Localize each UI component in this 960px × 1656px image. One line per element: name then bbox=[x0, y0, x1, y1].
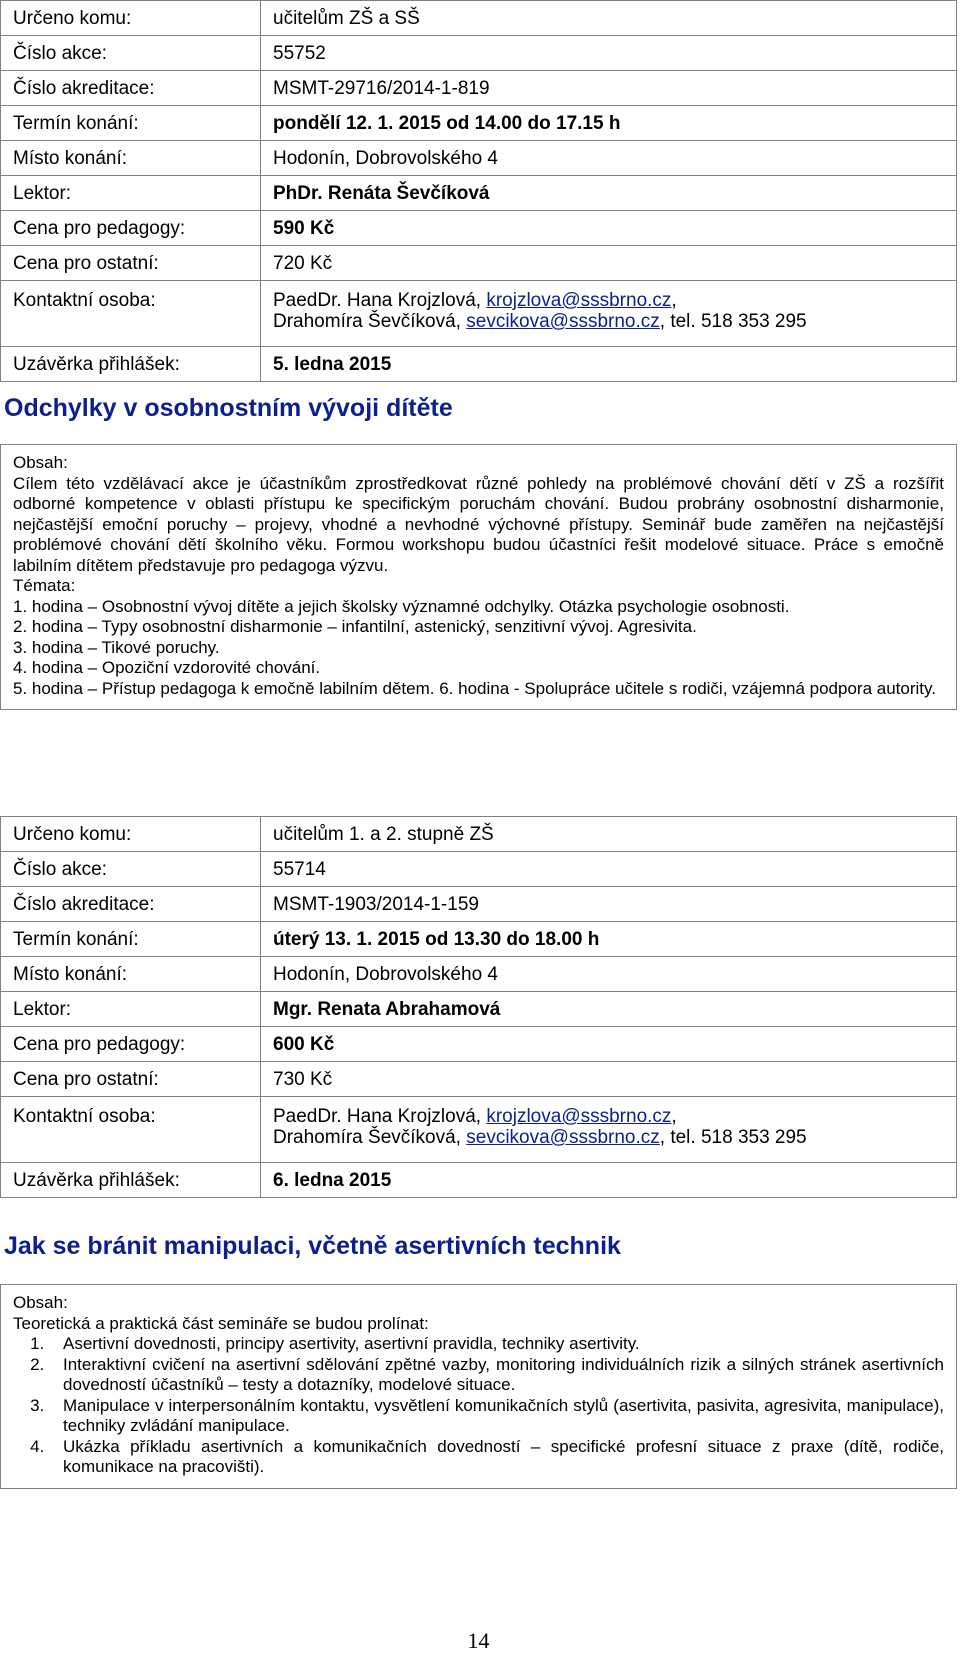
info-row bbox=[1, 817, 957, 852]
info-row bbox=[1, 887, 957, 922]
contact-name: PaedDr. Hana Krojzlová, bbox=[273, 1106, 487, 1127]
course1-title: Odchylky v osobnostním vývoji dítěte bbox=[4, 394, 453, 422]
list-item: 4. Ukázka příkladu asertivních a komunikačních dovedností – specifické profesní situace z praxe (dítě, rodiče, komunikace na pracovišti). bbox=[49, 1437, 944, 1478]
info-row bbox=[1, 141, 957, 176]
info-value: 600 Kč bbox=[261, 1027, 957, 1062]
info-label: Cena pro pedagogy: bbox=[1, 211, 261, 246]
info-row bbox=[1, 211, 957, 246]
info-row bbox=[1, 106, 957, 141]
info-value: 720 Kč bbox=[261, 246, 957, 281]
contact-row bbox=[1, 281, 957, 347]
info-value: učitelům ZŠ a SŠ bbox=[261, 1, 957, 36]
topic-item: 2. hodina – Typy osobnostní disharmonie – infantilní, astenický, senzitivní vývoj. Agresivita. bbox=[13, 617, 697, 636]
content-list bbox=[13, 1334, 944, 1478]
info-label: Termín konání: bbox=[1, 106, 261, 141]
info-row bbox=[1, 71, 957, 106]
info-label: Cena pro pedagogy: bbox=[1, 1027, 261, 1062]
temata-label: Témata: bbox=[13, 576, 76, 595]
info-label: Určeno komu: bbox=[1, 817, 261, 852]
course1-content-box bbox=[0, 444, 957, 710]
info-row bbox=[1, 1027, 957, 1062]
email-link[interactable]: krojzlova@sssbrno.cz bbox=[486, 1106, 672, 1127]
info-row bbox=[1, 1163, 957, 1198]
info-value: 5. ledna 2015 bbox=[261, 347, 957, 382]
course2-title: Jak se bránit manipulaci, včetně asertivních technik bbox=[4, 1232, 621, 1260]
info-row bbox=[1, 992, 957, 1027]
list-item: 3. Manipulace v interpersonálním kontaktu, vysvětlení komunikačních stylů (asertivita, pasivita, agresivita, manipulace), techniky zvládání manipulace. bbox=[49, 1396, 944, 1437]
info-row bbox=[1, 246, 957, 281]
info-value: MSMT-1903/2014-1-159 bbox=[261, 887, 957, 922]
info-label: Místo konání: bbox=[1, 141, 261, 176]
info-value: úterý 13. 1. 2015 od 13.30 do 18.00 h bbox=[261, 922, 957, 957]
info-value: 730 Kč bbox=[261, 1062, 957, 1097]
info-label: Číslo akce: bbox=[1, 852, 261, 887]
info-value: Hodonín, Dobrovolského 4 bbox=[261, 957, 957, 992]
course2-content-box bbox=[0, 1284, 957, 1489]
content-intro: Teoretická a praktická část semináře se budou prolínat: bbox=[13, 1313, 429, 1333]
info-label: Termín konání: bbox=[1, 922, 261, 957]
contact-value bbox=[261, 281, 957, 347]
topic-item: 3. hodina – Tikové poruchy. bbox=[13, 637, 220, 657]
info-label: Číslo akreditace: bbox=[1, 71, 261, 106]
info-label: Kontaktní osoba: bbox=[1, 281, 261, 347]
info-row bbox=[1, 852, 957, 887]
course2-info-table bbox=[0, 816, 957, 1198]
info-value: MSMT-29716/2014-1-819 bbox=[261, 71, 957, 106]
obsah-label: Obsah: bbox=[13, 453, 68, 472]
info-row bbox=[1, 347, 957, 382]
info-value: učitelům 1. a 2. stupně ZŠ bbox=[261, 817, 957, 852]
info-label: Cena pro ostatní: bbox=[1, 246, 261, 281]
contact-name: Drahomíra Ševčíková, bbox=[273, 311, 467, 332]
info-value: 55714 bbox=[261, 852, 957, 887]
course-description: Cílem této vzdělávací akce je účastníkům zprostředkovat různé pohledy na problémové chování dětí v ZŠ a rozšířit odborné kompetence v oblasti přístupu ke specifickým poruchám chování. Budou probrány osobnostní disharmonie, nejčastější emoční poruchy – projevy, vhodné a nevhodné výchovné přístupy. Seminář bude zaměřen na nejčastější problémové chování dětí školního věku. Formou workshopu budou účastníci řešit modelové situace. Práce s emočně labilním dítětem představuje pro pedagoga výzvu. bbox=[13, 473, 944, 575]
info-label: Uzávěrka přihlášek: bbox=[1, 1163, 261, 1198]
topic-item: 1. hodina – Osobnostní vývoj dítěte a jejich školsky významné odchylky. Otázka psychologie osobnosti. bbox=[13, 596, 790, 616]
contact-phone: , tel. 518 353 295 bbox=[659, 311, 807, 332]
obsah-label: Obsah: bbox=[13, 1293, 68, 1312]
contact-phone: , tel. 518 353 295 bbox=[659, 1127, 807, 1148]
info-label: Lektor: bbox=[1, 992, 261, 1027]
info-label: Číslo akce: bbox=[1, 36, 261, 71]
contact-row bbox=[1, 1097, 957, 1163]
course1-info-table bbox=[0, 0, 957, 382]
info-value: 6. ledna 2015 bbox=[261, 1163, 957, 1198]
info-value: pondělí 12. 1. 2015 od 14.00 do 17.15 h bbox=[261, 106, 957, 141]
info-row bbox=[1, 176, 957, 211]
info-value: 55752 bbox=[261, 36, 957, 71]
info-label: Uzávěrka přihlášek: bbox=[1, 347, 261, 382]
contact-name: PaedDr. Hana Krojzlová, bbox=[273, 290, 487, 311]
info-label: Místo konání: bbox=[1, 957, 261, 992]
info-value: Mgr. Renata Abrahamová bbox=[261, 992, 957, 1027]
info-label: Kontaktní osoba: bbox=[1, 1097, 261, 1163]
info-label: Cena pro ostatní: bbox=[1, 1062, 261, 1097]
list-item: 1. Asertivní dovednosti, principy asertivity, asertivní pravidla, techniky asertivity. bbox=[49, 1334, 944, 1355]
info-label: Číslo akreditace: bbox=[1, 887, 261, 922]
topic-item: 4. hodina – Opoziční vzdorovité chování. bbox=[13, 658, 321, 677]
info-label: Lektor: bbox=[1, 176, 261, 211]
page-number: 14 bbox=[467, 1628, 490, 1653]
email-link[interactable]: sevcikova@sssbrno.cz bbox=[466, 311, 660, 332]
contact-separator: , bbox=[671, 290, 677, 311]
info-label: Určeno komu: bbox=[1, 1, 261, 36]
info-row bbox=[1, 1062, 957, 1097]
list-item: 2. Interaktivní cvičení na asertivní sdělování zpětné vazby, monitoring individuálních rizik a silných stránek asertivních dovedností účastníků – testy a dotazníky, modelové situace. bbox=[49, 1355, 944, 1396]
info-value: PhDr. Renáta Ševčíková bbox=[261, 176, 957, 211]
info-value: Hodonín, Dobrovolského 4 bbox=[261, 141, 957, 176]
contact-separator: , bbox=[671, 1106, 677, 1127]
info-row bbox=[1, 957, 957, 992]
info-row bbox=[1, 1, 957, 36]
info-value: 590 Kč bbox=[261, 211, 957, 246]
info-row bbox=[1, 36, 957, 71]
email-link[interactable]: krojzlova@sssbrno.cz bbox=[486, 290, 672, 311]
contact-value bbox=[261, 1097, 957, 1163]
topic-item: 5. hodina – Přístup pedagoga k emočně labilním dětem. 6. hodina - Spolupráce učitele s rodiči, vzájemná podpora autority. bbox=[13, 678, 936, 698]
contact-name: Drahomíra Ševčíková, bbox=[273, 1127, 467, 1148]
email-link[interactable]: sevcikova@sssbrno.cz bbox=[466, 1127, 660, 1148]
info-row bbox=[1, 922, 957, 957]
